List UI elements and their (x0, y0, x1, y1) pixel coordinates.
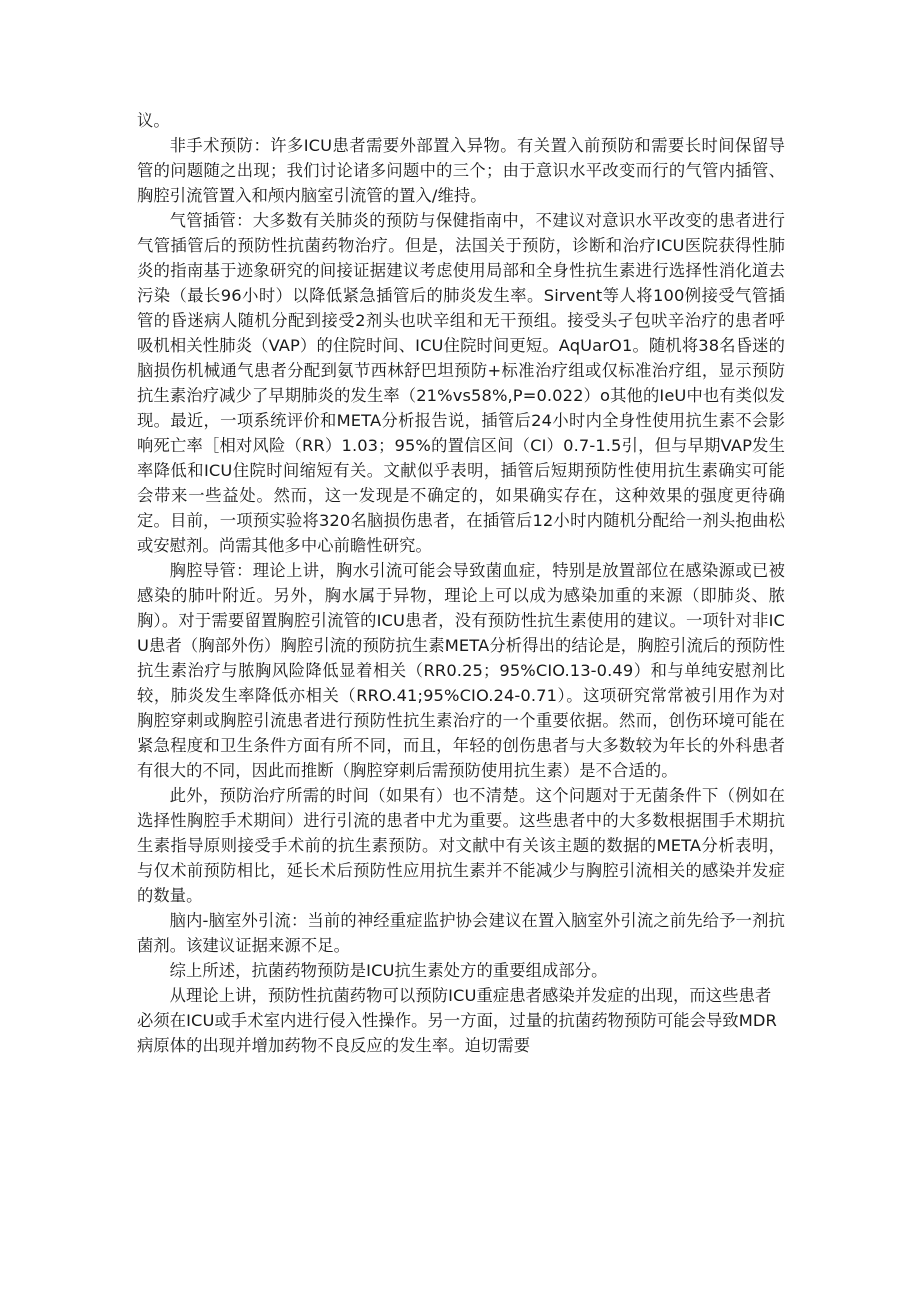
document-page (137, 108, 785, 1058)
paragraph-ventricular-drain: 脑内-脑室外引流：当前的神经重症监护协会建议在置入脑室外引流之前先给予一剂抗菌剂。该建议证据来源不足。 (137, 911, 785, 955)
paragraph-non-surgical-prophylaxis: 非手术预防：许多ICU患者需要外部置入异物。有关置入前预防和需要长时间保留导管的问题随之出现；我们讨论诸多问题中的三个；由于意识水平改变而行的气管内插管、胸腔引流管置入和颅内脑室引流管的置入/维持。 (137, 136, 785, 205)
paragraph-conclusion: 从理论上讲，预防性抗菌药物可以预防ICU重症患者感染并发症的出现，而这些患者必须在ICU或手术室内进行侵入性操作。另一方面，过量的抗菌药物预防可能会导致MDR病原体的出现并增加药物不良反应的发生率。迫切需要 (137, 986, 777, 1055)
paragraph-tracheal-intubation: 气管插管：大多数有关肺炎的预防与保健指南中，不建议对意识水平改变的患者进行气管插管后的预防性抗菌药物治疗。但是，法国关于预防，诊断和治疗ICU医院获得性肺炎的指南基于迹象研究的间接证据建议考虑使用局部和全身性抗生素进行选择性消化道去污染（最长96小时）以降低紧急插管后的肺炎发生率。Sirvent等人将100例接受气管插管的昏迷病人随机分配到接受2剂头也吠辛组和无干预组。接受头孑包吠辛治疗的患者呼吸机相关性肺炎（VAP）的住院时间、ICU住院时间更短。AqUarO1。随机将38名昏迷的脑损伤机械通气患者分配到氨节西林舒巴坦预防+标准治疗组或仅标准治疗组，显示预防抗生素治疗减少了早期肺炎的发生率（21%vs58%,P=0.022）o其他的IeU中也有类似发现。最近，一项系统评价和META分析报告说，插管后24小时内全身性使用抗生素不会影响死亡率［相对风险（RR）1.03；95%的置信区间（CI）0.7-1.5引，但与早期VAP发生率降低和ICU住院时间缩短有关。文献似乎表明，插管后短期预防性使用抗生素确实可能会带来一些益处。然而，这一发现是不确定的，如果确实存在，这种效果的强度更待确定。目前，一项预实验将320名脑损伤患者，在插管后12小时内随机分配给一剂头抱曲松或安慰剂。尚需其他多中心前瞻性研究。 (137, 211, 785, 555)
paragraph-summary: 综上所述，抗菌药物预防是ICU抗生素处方的重要组成部分。 (169, 961, 608, 980)
paragraph-duration: 此外，预防治疗所需的时间（如果有）也不清楚。这个问题对于无菌条件下（例如在选择性胸腔手术期间）进行引流的患者中尤为重要。这些患者中的大多数根据围手术期抗生素指导原则接受手术前的抗生素预防。对文献中有关该主题的数据的META分析表明，与仅术前预防相比，延长术后预防性应用抗生素并不能减少与胸腔引流相关的感染并发症的数量。 (137, 786, 785, 905)
paragraph-chest-tube: 胸腔导管：理论上讲，胸水引流可能会导致菌血症，特别是放置部位在感染源或已被感染的肺叶附近。另外，胸水属于异物，理论上可以成为感染加重的来源（即肺炎、脓胸）。对于需要留置胸腔引流管的ICU患者，没有预防性抗生素使用的建议。一项针对非ICU患者（胸部外伤）胸腔引流的预防抗生素META分析得出的结论是，胸腔引流后的预防性抗生素治疗与脓胸风险降低显着相关（RR0.25；95%CIO.13-0.49）和与单纯安慰剂比较，肺炎发生率降低亦相关（RRO.41;95%CIO.24-0.71）。这项研究常常被引用作为对胸腔穿刺或胸腔引流患者进行预防性抗生素治疗的一个重要依据。然而，创伤环境可能在紧急程度和卫生条件方面有所不同，而且，年轻的创伤患者与大多数较为年长的外科患者有很大的不同，因此而推断（胸腔穿刺后需预防使用抗生素）是不合适的。 (137, 561, 785, 780)
paragraph-continuation: 议。 (137, 111, 170, 130)
